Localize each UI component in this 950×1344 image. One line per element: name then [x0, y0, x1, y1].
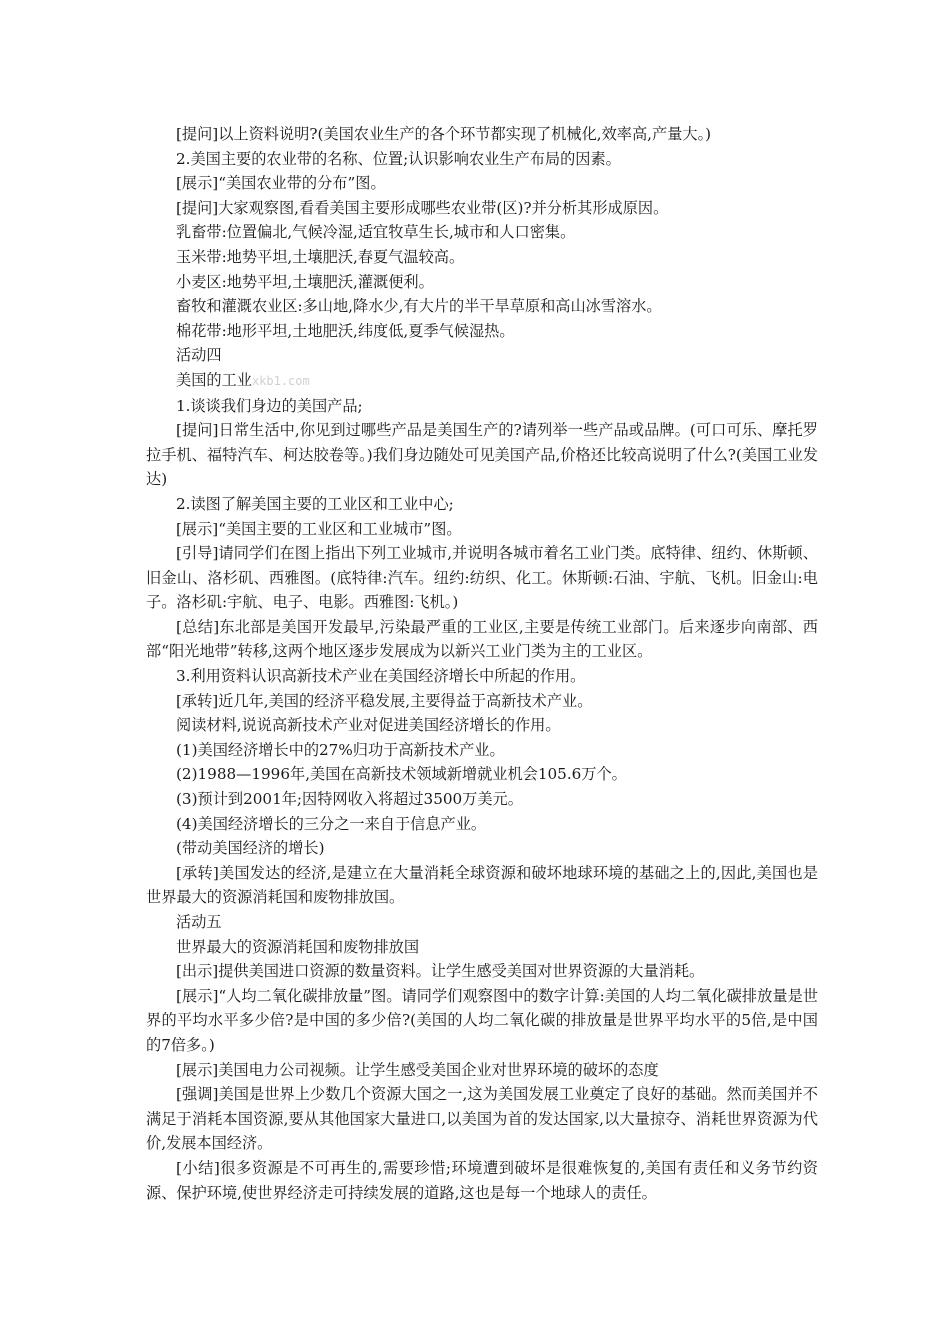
paragraph: 3.利用资料认识高新技术产业在美国经济增长中所起的作用。: [176, 667, 586, 686]
section-title: 美国的工业xkb1.com: [176, 370, 310, 389]
paragraph: [承转]近几年,美国的经济平稳发展,主要得益于高新技术产业。: [176, 691, 593, 710]
paragraph: [提问]日常生活中,你见到过哪些产品是美国生产的?请列举一些产品或品牌。(可口可乐、摩托罗拉手机、福特汽车、柯达胶卷等。)我们身边随处可见美国产品,价格还比较高说明了什么?(美国工业发达): [146, 421, 818, 489]
list-item: (2)1988—1996年,美国在高新技术领域新增就业机会105.6万个。: [176, 765, 627, 784]
paragraph: 小麦区:地势平坦,土壤肥沃,灌溉便利。: [176, 272, 434, 291]
paragraph: [引导]请同学们在图上指出下列工业城市,并说明各城市着名工业门类。底特律、纽约、休斯顿、旧金山、洛杉矶、西雅图。(底特律:汽车。纽约:纺织、化工。休斯顿:石油、宇航、飞机。旧金山:电子。洛杉矶:宇航、电子、电影。西雅图:飞机。): [146, 544, 818, 612]
paragraph: 2.美国主要的农业带的名称、位置;认识影响农业生产布局的因素。: [176, 149, 621, 168]
paragraph: [总结]东北部是美国开发最早,污染最严重的工业区,主要是传统工业部门。后来逐步向南部、西部“阳光地带”转移,这两个地区逐步发展成为以新兴工业门类为主的工业区。: [146, 617, 818, 661]
paragraph: [强调]美国是世界上少数几个资源大国之一,这为美国发展工业奠定了良好的基础。然而美国并不满足于消耗本国资源,要从其他国家大量进口,以美国为首的发达国家,以大量掠夺、消耗世界资源为代价,发展本国经济。: [146, 1085, 818, 1153]
paragraph: (带动美国经济的增长): [176, 839, 325, 858]
paragraph: [展示]“人均二氧化碳排放量”图。请同学们观察图中的数字计算:美国的人均二氧化碳排放量是世界的平均水平多少倍?是中国的多少倍?(美国的人均二氧化碳的排放量是世界平均水平的5倍,是中国的7倍多。): [146, 986, 818, 1054]
document-page: [146, 122, 818, 1205]
paragraph: 乳畜带:位置偏北,气候冷湿,适宜牧草生长,城市和人口密集。: [176, 223, 576, 242]
list-item: (1)美国经济增长中的27%归功于高新技术产业。: [176, 740, 505, 759]
paragraph: [展示]“美国农业带的分布”图。: [176, 174, 386, 193]
paragraph: [提问]以上资料说明?(美国农业生产的各个环节都实现了机械化,效率高,产量大。): [176, 125, 712, 143]
paragraph: 2.读图了解美国主要的工业区和工业中心;: [176, 494, 454, 513]
paragraph: [小结]很多资源是不可再生的,需要珍惜;环境遭到破坏是很难恢复的,美国有责任和义务节约资源、保护环境,使世界经济走可持续发展的道路,这也是每一个地球人的责任。: [146, 1158, 818, 1202]
paragraph: 阅读材料,说说高新技术产业对促进美国经济增长的作用。: [176, 716, 561, 735]
paragraph: [承转]美国发达的经济,是建立在大量消耗全球资源和破坏地球环境的基础之上的,因此,美国也是世界最大的资源消耗国和废物排放国。: [146, 863, 818, 907]
section-heading: 活动四: [176, 346, 222, 365]
paragraph: 棉花带:地形平坦,土地肥沃,纬度低,夏季气候湿热。: [176, 321, 515, 340]
paragraph: [展示]“美国主要的工业区和工业城市”图。: [176, 519, 462, 538]
paragraph: [展示]美国电力公司视频。让学生感受美国企业对世界环境的破坏的态度: [176, 1060, 659, 1079]
paragraph: 玉米带:地势平坦,土壤肥沃,春夏气温较高。: [176, 247, 465, 266]
list-item: (4)美国经济增长的三分之一来自于信息产业。: [176, 814, 487, 833]
paragraph: [提问]大家观察图,看看美国主要形成哪些农业带(区)?并分析其形成原因。: [176, 198, 669, 217]
paragraph: [出示]提供美国进口资源的数量资料。让学生感受美国对世界资源的大量消耗。: [176, 962, 705, 981]
watermark: xkb1.com: [251, 373, 310, 388]
paragraph: 畜牧和灌溉农业区:多山地,降水少,有大片的半干旱草原和高山冰雪溶水。: [176, 297, 662, 316]
list-item: (3)预计到2001年;因特网收入将超过3500万美元。: [176, 790, 523, 809]
section-title: 世界最大的资源消耗国和废物排放国: [176, 937, 419, 956]
paragraph: 1.谈谈我们身边的美国产品;: [176, 396, 363, 415]
section-heading: 活动五: [176, 913, 222, 931]
